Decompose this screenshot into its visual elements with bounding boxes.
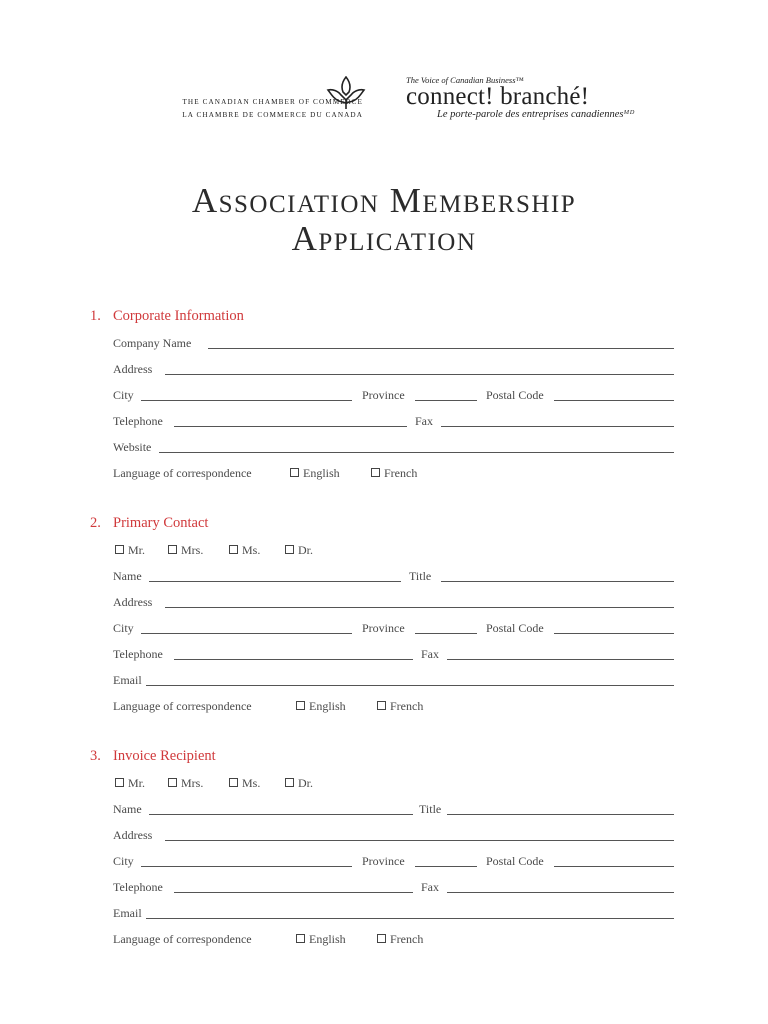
organization-name-fr: LA CHAMBRE DE COMMERCE DU CANADA — [182, 111, 363, 119]
dr-checkbox[interactable] — [285, 776, 313, 791]
mr-checkbox[interactable] — [115, 543, 145, 558]
name-field[interactable] — [149, 581, 401, 582]
address-field[interactable] — [165, 840, 674, 841]
logo-brand-text: connect! branché! — [406, 83, 590, 110]
telephone-label: Telephone — [113, 414, 163, 428]
postal-code-field[interactable] — [554, 633, 674, 634]
maple-leaf-icon — [326, 76, 366, 110]
telephone-label: Telephone — [113, 647, 163, 661]
english-checkbox[interactable] — [296, 932, 346, 947]
mr-checkbox[interactable] — [115, 776, 145, 791]
province-label: Province — [362, 621, 405, 635]
province-field[interactable] — [415, 400, 477, 401]
checkbox-icon — [229, 545, 238, 554]
website-label: Website — [113, 440, 152, 454]
city-row — [113, 854, 674, 868]
english-checkbox[interactable] — [290, 466, 340, 481]
checkbox-icon — [168, 545, 177, 554]
language-label: Language of correspondence — [113, 466, 252, 480]
province-field[interactable] — [415, 633, 477, 634]
province-field[interactable] — [415, 866, 477, 867]
telephone-field[interactable] — [174, 892, 413, 893]
french-label: French — [384, 466, 418, 480]
company-name-field[interactable] — [208, 348, 674, 349]
mrs-label: Mrs. — [181, 776, 204, 790]
postal-code-label: Postal Code — [486, 621, 544, 635]
language-row — [113, 466, 674, 480]
postal-code-label: Postal Code — [486, 854, 544, 868]
email-label: Email — [113, 673, 142, 687]
mr-label: Mr. — [128, 543, 146, 557]
telephone-row — [113, 647, 674, 661]
checkbox-icon — [377, 701, 386, 710]
telephone-label: Telephone — [113, 880, 163, 894]
section-number: 2. — [90, 515, 101, 531]
section-number: 3. — [90, 748, 101, 764]
fax-label: Fax — [421, 647, 439, 661]
city-field[interactable] — [141, 633, 352, 634]
fax-field[interactable] — [447, 659, 674, 660]
name-row — [113, 802, 674, 816]
language-row — [113, 699, 674, 713]
telephone-field[interactable] — [174, 659, 413, 660]
checkbox-icon — [115, 778, 124, 787]
ms-label: Ms. — [242, 776, 261, 790]
english-label: English — [309, 932, 346, 946]
dr-label: Dr. — [298, 543, 313, 557]
city-field[interactable] — [141, 400, 352, 401]
title-label: Title — [419, 802, 442, 816]
checkbox-icon — [115, 545, 124, 554]
french-checkbox[interactable] — [371, 466, 417, 481]
french-label: French — [390, 932, 424, 946]
checkbox-icon — [285, 545, 294, 554]
website-row — [113, 440, 674, 454]
address-field[interactable] — [165, 374, 674, 375]
telephone-field[interactable] — [174, 426, 407, 427]
fax-field[interactable] — [441, 426, 674, 427]
address-row — [113, 828, 674, 842]
page-title-line2: Application — [291, 219, 477, 258]
email-field[interactable] — [146, 918, 674, 919]
fax-label: Fax — [415, 414, 433, 428]
section-title: Corporate Information — [113, 308, 244, 324]
email-field[interactable] — [146, 685, 674, 686]
salutation-row — [113, 543, 674, 557]
company-name-row — [113, 336, 674, 350]
page-title-line1: Association Membership — [191, 181, 577, 220]
province-label: Province — [362, 388, 405, 402]
mr-label: Mr. — [128, 776, 146, 790]
section-title: Invoice Recipient — [113, 748, 216, 764]
english-label: English — [309, 699, 346, 713]
ms-label: Ms. — [242, 543, 261, 557]
checkbox-icon — [285, 778, 294, 787]
salutation-row — [113, 776, 674, 790]
address-row — [113, 362, 674, 376]
email-label: Email — [113, 906, 142, 920]
city-row — [113, 388, 674, 402]
website-field[interactable] — [159, 452, 674, 453]
address-row — [113, 595, 674, 609]
french-checkbox[interactable] — [377, 932, 423, 947]
english-label: English — [303, 466, 340, 480]
ms-checkbox[interactable] — [229, 776, 260, 791]
checkbox-icon — [371, 468, 380, 477]
logo-voice-text: The Voice of Canadian Business™ — [406, 75, 524, 85]
section-heading — [90, 308, 244, 325]
checkbox-icon — [377, 934, 386, 943]
organization-name-en: THE CANADIAN CHAMBER OF COMMERCE — [182, 98, 363, 106]
section-number: 1. — [90, 308, 101, 324]
checkbox-icon — [296, 701, 305, 710]
postal-code-label: Postal Code — [486, 388, 544, 402]
dr-checkbox[interactable] — [285, 543, 313, 558]
section-heading — [90, 748, 216, 765]
telephone-row — [113, 880, 674, 894]
title-label: Title — [409, 569, 432, 583]
name-row — [113, 569, 674, 583]
checkbox-icon — [296, 934, 305, 943]
section-heading — [90, 515, 208, 532]
ms-checkbox[interactable] — [229, 543, 260, 558]
name-label: Name — [113, 569, 142, 583]
connect-branche-logo — [406, 75, 634, 121]
language-label: Language of correspondence — [113, 932, 252, 946]
postal-code-field[interactable] — [554, 866, 674, 867]
page-header — [0, 0, 768, 130]
french-label: French — [390, 699, 424, 713]
city-label: City — [113, 621, 134, 635]
address-label: Address — [113, 595, 153, 609]
email-row — [113, 906, 674, 920]
dr-label: Dr. — [298, 776, 313, 790]
title-field[interactable] — [441, 581, 674, 582]
section-title: Primary Contact — [113, 515, 209, 531]
title-field[interactable] — [447, 814, 674, 815]
mrs-checkbox[interactable] — [168, 543, 203, 558]
city-label: City — [113, 388, 134, 402]
language-label: Language of correspondence — [113, 699, 252, 713]
english-checkbox[interactable] — [296, 699, 346, 714]
page-title — [0, 182, 768, 258]
checkbox-icon — [229, 778, 238, 787]
mrs-label: Mrs. — [181, 543, 204, 557]
checkbox-icon — [168, 778, 177, 787]
language-row — [113, 932, 674, 946]
city-row — [113, 621, 674, 635]
fax-field[interactable] — [447, 892, 674, 893]
address-label: Address — [113, 362, 153, 376]
checkbox-icon — [290, 468, 299, 477]
name-field[interactable] — [149, 814, 413, 815]
city-field[interactable] — [141, 866, 352, 867]
mrs-checkbox[interactable] — [168, 776, 203, 791]
city-label: City — [113, 854, 134, 868]
address-label: Address — [113, 828, 153, 842]
name-label: Name — [113, 802, 142, 816]
french-checkbox[interactable] — [377, 699, 423, 714]
address-field[interactable] — [165, 607, 674, 608]
telephone-row — [113, 414, 674, 428]
province-label: Province — [362, 854, 405, 868]
postal-code-field[interactable] — [554, 400, 674, 401]
company-name-label: Company Name — [113, 336, 192, 350]
fax-label: Fax — [421, 880, 439, 894]
logo-tagline: Le porte-parole des entreprises canadiennesᴹᴰ — [437, 109, 635, 120]
email-row — [113, 673, 674, 687]
